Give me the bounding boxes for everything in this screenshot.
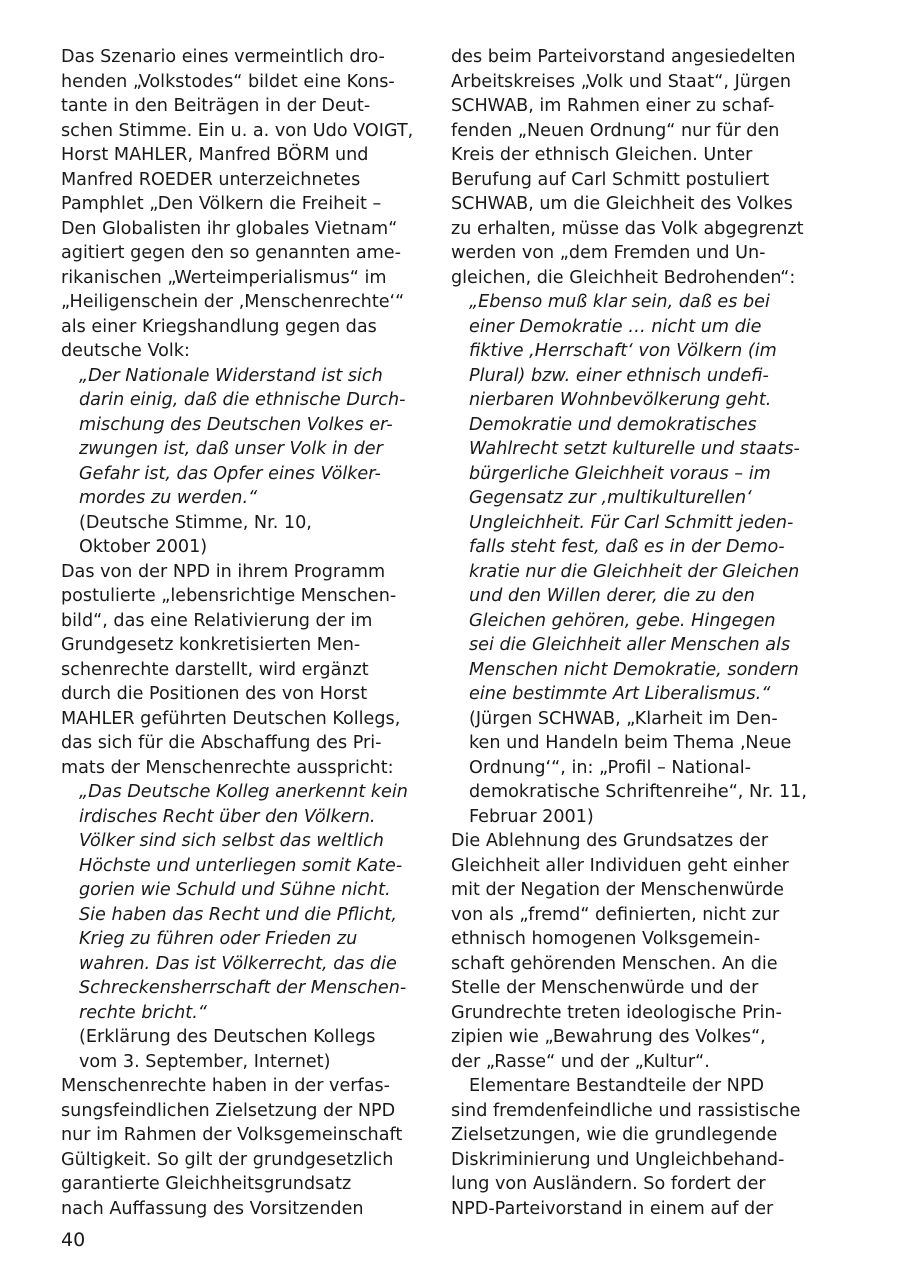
- text-line: deutsche Volk:: [61, 341, 190, 361]
- text-line: MAHLER geführten Deutschen Kollegs,: [61, 708, 401, 729]
- text-line: der „Rasse“ und der „Kultur“.: [451, 1051, 710, 1072]
- text-line: Pamphlet „Den Völkern die Freiheit –: [61, 194, 382, 214]
- text-line: ken und Handeln beim Thema ‚Neue: [469, 733, 792, 753]
- text-line: schen Stimme. Ein u. a. von Udo VOIGT,: [61, 120, 414, 141]
- quote-line: Gleichen gehören, gebe. Hingegen: [469, 610, 776, 631]
- quote-line: sei die Gleichheit aller Menschen als: [469, 635, 791, 655]
- quote-line: fiktive ‚Herrschaft‘ von Völkern (im: [469, 341, 777, 361]
- quote-line: bürgerliche Gleichheit voraus – im: [469, 463, 771, 484]
- text-line: postulierte „lebensrichtige Menschen-: [61, 586, 397, 606]
- text-line: „Heiligenschein der ‚Menschenrechte‘“: [61, 292, 405, 312]
- quote-line: einer Demokratie … nicht um die: [469, 316, 762, 337]
- quote-line: kratie nur die Gleichheit der Gleichen: [469, 561, 800, 582]
- text-line: schenrechte darstellt, wird ergänzt: [61, 659, 369, 680]
- quote-line: darin einig, daß die ethnische Durch-: [79, 390, 406, 410]
- quote-line: Sie haben das Recht und die Pflicht,: [79, 904, 397, 925]
- right-column: [451, 45, 813, 1221]
- text-line: vom 3. September, Internet): [79, 1051, 331, 1072]
- quote-line: eine bestimmte Art Liberalismus.“: [469, 684, 771, 704]
- quote-line: „Der Nationale Widerstand ist sich: [79, 365, 383, 386]
- text-line: zu erhalten, müsse das Volk abgegrenzt: [451, 218, 804, 239]
- quote-line: falls steht fest, daß es in der Demo-: [469, 537, 785, 557]
- text-line: mit der Negation der Menschenwürde: [451, 880, 784, 900]
- quote-line: Höchste und unterliegen somit Kate-: [79, 855, 403, 876]
- text-line: Manfred ROEDER unterzeichnetes: [61, 169, 361, 190]
- text-line: Grundrechte treten ideologische Prin-: [451, 1002, 782, 1023]
- text-line: (Erklärung des Deutschen Kollegs: [79, 1027, 376, 1047]
- quote-line: zwungen ist, daß unser Volk in der: [79, 439, 383, 459]
- text-line: schaft gehörenden Menschen. An die: [451, 953, 778, 974]
- text-line: mats der Menschenrechte ausspricht:: [61, 757, 394, 778]
- quote-line: gorien wie Schuld und Sühne nicht.: [79, 880, 391, 900]
- text-line: Das von der NPD in ihrem Programm: [61, 561, 386, 582]
- quote-line: Gegensatz zur ‚multikulturellen‘: [469, 488, 752, 508]
- text-line: NPD-Parteivorstand in einem auf der: [451, 1198, 774, 1219]
- text-line: (Deutsche Stimme, Nr. 10,: [79, 512, 312, 533]
- text-line: henden „Volkstodes“ bildet eine Kons-: [61, 71, 395, 92]
- text-line: Arbeitskreises „Volk und Staat“, Jürgen: [451, 71, 791, 92]
- quote-line: Schreckensherrschaft der Menschen-: [79, 978, 407, 998]
- quote-line: Wahlrecht setzt kulturelle und staats-: [469, 439, 800, 459]
- text-line: Menschenrechte haben in der verfas-: [61, 1076, 391, 1096]
- text-line: tante in den Beiträgen in der Deut-: [61, 96, 371, 116]
- text-line: fenden „Neuen Ordnung“ nur für den: [451, 120, 780, 141]
- left-column: [61, 45, 421, 1221]
- text-line: Die Ablehnung des Grundsatzes der: [451, 831, 769, 851]
- text-line: rikanischen „Werteimperialismus“ im: [61, 267, 387, 288]
- text-line: SCHWAB, im Rahmen einer zu schaf-: [451, 96, 775, 116]
- text-line: Zielsetzungen, wie die grundlegende: [451, 1125, 778, 1145]
- text-line: zipien wie „Bewahrung des Volkes“,: [451, 1027, 766, 1047]
- quote-line: Plural) bzw. einer ethnisch undefi-: [469, 365, 769, 386]
- text-line: bild“, das eine Relativierung der im: [61, 610, 373, 631]
- text-line: Horst MAHLER, Manfred BÖRM und: [61, 145, 369, 165]
- text-line: agitiert gegen den so genannten ame-: [61, 243, 401, 263]
- quote-line: und den Willen derer, die zu den: [469, 586, 755, 606]
- page-number: 40: [61, 1229, 86, 1251]
- text-line: sungsfeindlichen Zielsetzung der NPD: [61, 1100, 396, 1121]
- quote-line: nierbaren Wohnbevölkerung geht.: [469, 390, 772, 410]
- text-line: Ordnung‘“, in: „Profil – National-: [469, 757, 752, 778]
- text-line: Gültigkeit. So gilt der grundgesetzlich: [61, 1149, 394, 1170]
- quote-line: wahren. Das ist Völkerrecht, das die: [79, 953, 397, 974]
- text-line: Den Globalisten ihr globales Vietnam“: [61, 218, 398, 239]
- text-line: Gleichheit aller Individuen geht einher: [451, 855, 789, 876]
- text-line: werden von „dem Fremden und Un-: [451, 243, 766, 263]
- text-line: Grundgesetz konkretisierten Men-: [61, 635, 361, 655]
- quote-line: Völker sind sich selbst das weltlich: [79, 831, 384, 851]
- text-line: des beim Parteivorstand angesiedelten: [451, 47, 796, 67]
- quote-line: „Das Deutsche Kolleg anerkennt kein: [79, 782, 408, 802]
- text-line: gleichen, die Gleichheit Bedrohenden“:: [451, 267, 796, 288]
- quote-line: irdisches Recht über den Völkern.: [79, 806, 376, 827]
- text-line: nur im Rahmen der Volksgemeinschaft: [61, 1125, 403, 1145]
- text-line: Elementare Bestandteile der NPD: [469, 1076, 764, 1096]
- text-line: Oktober 2001): [79, 537, 208, 557]
- text-line: sind fremdenfeindliche und rassistische: [451, 1100, 801, 1121]
- quote-line: Demokratie und demokratisches: [469, 414, 757, 435]
- text-line: demokratische Schriftenreihe“, Nr. 11,: [469, 782, 807, 802]
- text-line: Berufung auf Carl Schmitt postuliert: [451, 169, 770, 190]
- quote-line: Krieg zu führen oder Frieden zu: [79, 929, 358, 949]
- quote-line: mordes zu werden.“: [79, 488, 258, 508]
- text-line: Kreis der ethnisch Gleichen. Unter: [451, 145, 753, 165]
- text-line: von als „fremd“ definierten, nicht zur: [451, 904, 780, 925]
- quote-line: Menschen nicht Demokratie, sondern: [469, 659, 799, 680]
- text-line: Das Szenario eines vermeintlich dro-: [61, 47, 385, 67]
- text-line: nach Auffassung des Vorsitzenden: [61, 1198, 364, 1219]
- quote-line: Ungleichheit. Für Carl Schmitt jeden-: [469, 512, 794, 533]
- quote-line: rechte bricht.“: [79, 1002, 207, 1023]
- quote-line: Gefahr ist, das Opfer eines Völker-: [79, 463, 381, 484]
- text-line: ethnisch homogenen Volksgemein-: [451, 929, 761, 949]
- text-line: Diskriminierung und Ungleichbehand-: [451, 1149, 785, 1170]
- text-line: Stelle der Menschenwürde und der: [451, 978, 759, 998]
- text-line: Februar 2001): [469, 806, 594, 827]
- text-line: lung von Ausländern. So fordert der: [451, 1174, 766, 1194]
- text-line: durch die Positionen des von Horst: [61, 684, 368, 704]
- text-line: (Jürgen SCHWAB, „Klarheit im Den-: [469, 708, 778, 729]
- text-line: garantierte Gleichheitsgrundsatz: [61, 1174, 352, 1194]
- quote-line: „Ebenso muß klar sein, daß es bei: [469, 292, 770, 312]
- text-line: SCHWAB, um die Gleichheit des Volkes: [451, 194, 793, 214]
- quote-line: mischung des Deutschen Volkes er-: [79, 414, 393, 435]
- text-line: als einer Kriegshandlung gegen das: [61, 316, 377, 337]
- text-line: das sich für die Abschaffung des Pri-: [61, 733, 382, 753]
